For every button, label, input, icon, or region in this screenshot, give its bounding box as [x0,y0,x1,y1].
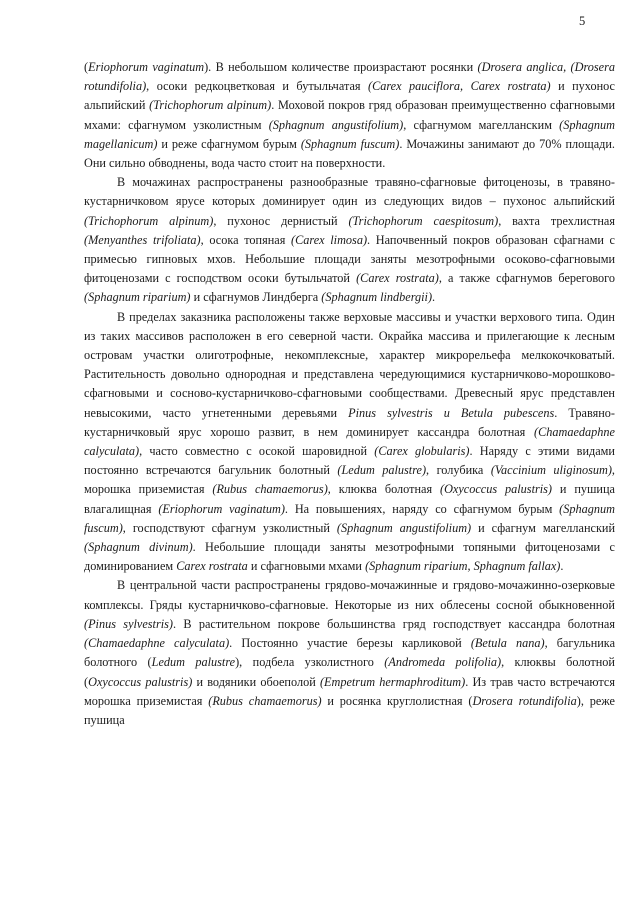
species-name: (Sphagnum magellanicum) [84,117,615,151]
species-name: (Ledum palustre) [337,463,427,478]
text-run: ), реже пушица [84,693,615,727]
species-name: Carex rostrata [176,559,248,574]
text-run: , клюква болотная [327,482,440,497]
species-name: (Sphagnum angustifolium) [336,520,472,535]
text-run: и реже сфагнумом бурым [157,136,301,151]
text-run: . [560,559,564,574]
text-run: . Мочажины занимают до 70% площади. Они сильно обводнены, вода часто стоит на поверхности. [84,136,615,171]
text-run: , сфагнумом магелланским [403,117,560,132]
species-name: (Carex pauciflora, Carex rostrata) [367,79,551,94]
text-run: . Моховой покров гряд образован преимущественно сфагновыми мхами: сфагнумом узколистным [84,98,616,132]
text-run: , пухонос дернистый [213,213,349,228]
species-name: (Menyanthes trifoliata) [84,232,201,247]
text-run: . Небольшие площади заняты мезотрофными топяными фитоценозами с доминированием [84,540,615,574]
text-run: . Напочвенный покров образован сфагнами с примесью гипновых мхов. Небольшие площади заняты мезотрофными осоково-сфагновыми фитоценозами с господством осоки бутыльчатой [84,232,615,286]
species-name: (Chamaedaphne calyculata) [84,636,230,651]
species-name: (Sphagnum angustifolium) [268,117,404,132]
text-run: , осоки редкоцветковая и бутыльчатая [146,79,368,94]
species-name: (Andromeda polifolia) [384,655,502,670]
text-run: и пухонос альпийский [84,79,615,113]
text-run: В мочажинах распространены разнообразные травяно-сфагновые фитоценозы, в травяно-кустарничковом ярусе которых доминирует один из следующих видов – пухонос альпийский [84,175,615,209]
species-name: (Carex rostrata) [356,271,439,286]
text-run: и пушица влагалищная [84,482,615,516]
species-name: (Sphagnum fuscum) [84,501,615,535]
paragraph [84,308,615,577]
species-name: (Sphagnum riparium) [84,290,191,305]
page-number: 5 [579,14,586,28]
text-run: , багульника болотного ( [84,636,616,670]
text-run: . Наряду с этими видами постоянно встречаются багульник болотный [84,444,615,478]
text-run: , клюквы болотной ( [84,655,615,689]
paragraph [84,173,615,307]
text-run: , господствуют сфагнум узколистный [122,520,337,535]
species-name: (Eriophorum vaginatum) [158,501,285,516]
species-name: (Empetrum hermaphroditum) [319,674,466,689]
species-name: Eriophorum vaginatum [88,60,205,74]
species-name: (Pinus sylvestris) [84,616,173,631]
text-run: , осока топяная [200,232,292,247]
text-run: ), подбела узколистного [235,655,385,670]
species-name: (Rubus chamaemorus) [212,482,328,497]
species-name: (Rubus chamaemorus) [208,693,322,708]
text-run: ( [84,60,89,74]
text-run: , вахта трехлистная [498,213,615,228]
paragraph [84,576,615,730]
species-name: Pinus sylvestris и Betula pubescens [348,405,555,420]
text-run: . Постоянно участие березы карликовой [229,636,471,651]
species-name: (Trichophorum alpinum) [84,213,214,228]
text-run: ). В небольшом количестве произрастают росянки [204,60,478,74]
species-name: (Sphagnum fuscum) [300,136,400,151]
species-name: (Drosera anglica, (Drosera rotundifolia) [84,60,615,94]
species-name: (Sphagnum lindbergii) [321,290,433,305]
species-name: Ledum palustre [151,655,236,670]
text-run: . На повышениях, наряду со сфагнумом бурым [284,501,560,516]
species-name: (Sphagnum divinum) [84,540,193,555]
text-run: и росянка круглолистная ( [321,693,473,708]
species-name: (Oxycoccus palustris) [440,482,552,497]
text-run: В центральной части распространены грядово-мочажинные и грядово-мочажинно-озерковые комплексы. Гряды кустарничково-сфагновые. Некоторые из них облесены сосной обыкновенной [84,578,615,612]
text-run: и сфагнум магелланский [471,520,616,535]
species-name: (Carex globularis) [374,444,470,459]
species-name: (Betula nana) [470,636,545,651]
species-name: (Trichophorum alpinum) [149,98,272,113]
text-run: . [432,290,436,305]
text-run: и сфагновыми мхами [247,559,366,574]
text-run: и водяники обоеполой [192,674,320,689]
species-name: (Trichophorum caespitosum) [348,213,499,228]
text-run: . В растительном покрове большинства гряд господствует кассандра болотная [172,616,615,631]
species-name: (Chamaedaphne calyculata) [84,424,615,459]
text-run: . Травяно-кустарничковый ярус хорошо развит, в нем доминирует кассандра болотная [84,405,615,439]
species-name: Oxycoccus palustris) [88,674,193,689]
text-run: , а также сфагнумов берегового [438,271,615,286]
species-name: Drosera rotundifolia [472,693,577,708]
species-name: (Sphagnum riparium, Sphagnum fallax) [365,559,561,574]
paragraph [84,58,615,173]
text-run: , голубика [426,463,491,478]
text-run: В пределах заказника расположены также верховые массивы и участки верхового типа. Один из таких массивов расположен в его северной части. Окрайка массива и прилегающие к лесным островам участки олиготрофные, некомплексные, характер микрорельефа мелкокочковатый. Растительность довольно однородная и представлена чередующимися кустарничково-морошково-сфагновыми и сосново-кустарничково-сфагновыми сообществами. Древесный ярус представлен невысокими, часто угнетенными деревьями [84,309,615,420]
species-name: (Carex limosa) [291,232,368,247]
species-name: (Vaccinium uliginosum) [490,463,612,478]
text-run: , морошка приземистая [84,463,615,497]
text-run: , часто совместно с осокой шаровидной [139,444,375,459]
text-run: . Из трав часто встречаются морошка приземистая [84,674,615,708]
text-body [84,58,615,730]
text-run: и сфагнумов Линдберга [190,290,322,305]
